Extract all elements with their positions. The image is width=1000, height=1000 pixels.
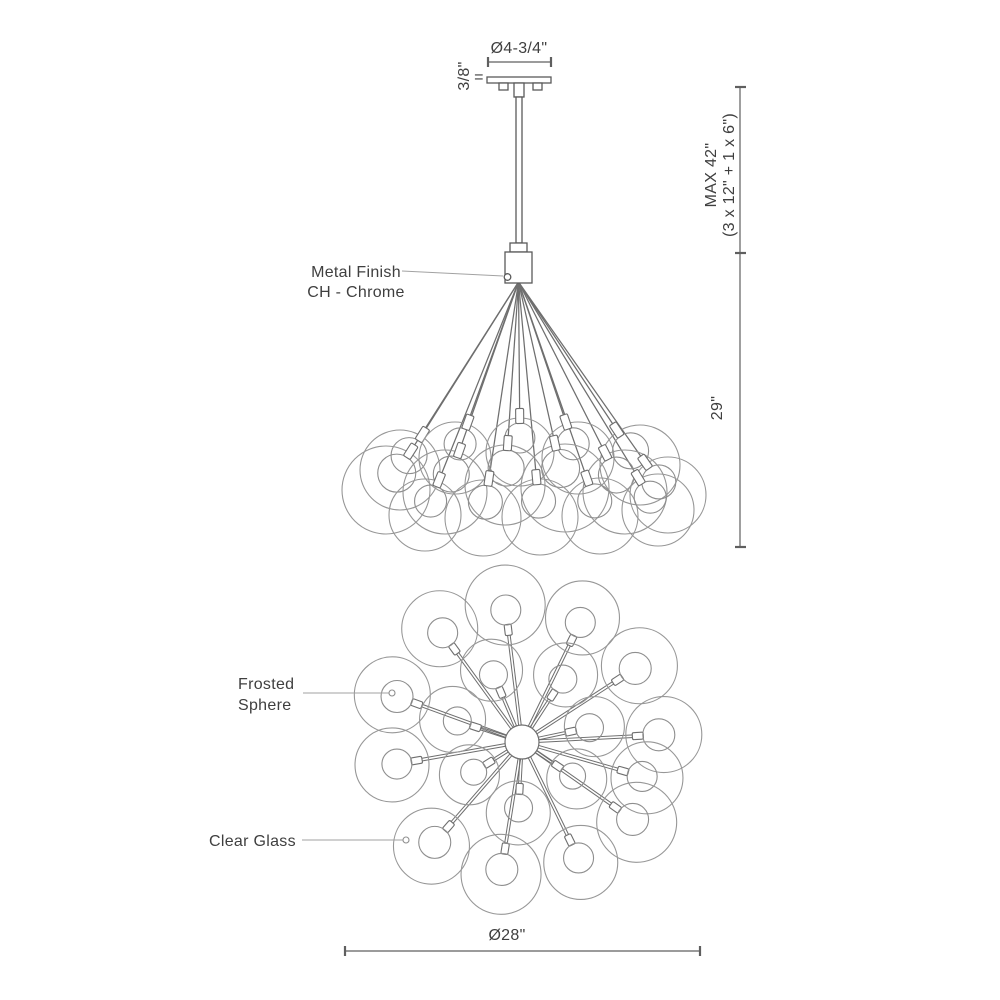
clear-glass-marker-dot [403,837,409,843]
hanging-rod [519,282,520,416]
hanging-rod [519,282,646,462]
frosted-inner-sphere [415,485,447,517]
clear-glass-globe-plan [420,686,486,752]
frosted-sphere-marker-dot [389,690,395,696]
metal-finish-marker-dot [504,274,511,281]
lamp-socket [516,783,524,794]
frosted-inner-sphere-plan [564,843,594,873]
callout-metal-finish [307,264,503,301]
lamp-socket [581,470,593,487]
hanging-rod [519,282,639,478]
frosted-inner-sphere-plan [419,826,451,858]
frosted-inner-sphere-plan [617,803,649,835]
clear-glass-globe-plan [601,628,677,704]
dim-body-height [735,253,746,547]
radial-arm [531,757,571,840]
frosted-inner-sphere [488,450,524,486]
hub-collar [510,243,527,252]
clear-glass-globe [342,446,430,534]
frosted-inner-sphere-plan [565,607,595,637]
callout-clear-glass [209,833,409,850]
lamp-socket [503,435,512,450]
frosted-sphere-label-line1: Frosted [238,676,295,693]
lamp-socket [448,642,460,655]
body-height-text: 29" [709,395,726,421]
clear-glass-globe [502,479,578,555]
lamp-socket [484,470,494,486]
lamp-socket [609,422,624,439]
clear-glass-globe-plan [534,643,598,707]
canopy-tab-left [499,83,508,90]
clear-glass-globe [562,478,638,554]
frosted-inner-sphere-plan [382,749,412,779]
lamp-socket [532,469,541,485]
lamp-socket [564,833,575,846]
max-height-breakdown-text: (3 x 12" + 1 x 6") [721,113,738,237]
max-height-text: MAX 42" [703,142,720,208]
lamp-socket [453,442,466,459]
clear-glass-globe-plan [439,745,499,805]
side-view-spheres [342,408,706,556]
canopy-thickness-tick-glyph: = [474,69,484,86]
frosted-inner-sphere-plan [491,595,521,625]
radial-arm [455,648,513,727]
lamp-socket [433,471,446,488]
frosted-inner-sphere-plan [381,681,413,713]
frosted-inner-sphere-plan [643,719,675,751]
clear-glass-globe-plan [597,782,677,862]
metal-finish-label-line1: Metal Finish [311,264,401,281]
clear-glass-globe-plan [393,808,469,884]
frosted-inner-sphere-plan [619,652,651,684]
lamp-socket [637,454,652,471]
frosted-inner-sphere-plan [486,853,518,885]
callout-frosted-sphere [238,676,395,714]
stem-mount [514,83,524,97]
clear-glass-label: Clear Glass [209,833,296,850]
clear-glass-globe [389,479,461,551]
lamp-socket [560,414,572,431]
canopy-plate [487,77,551,83]
canopy-thickness-text: 3/8" [456,61,473,91]
plan-view-hub-circle [505,725,539,759]
clear-glass-globe [630,457,706,533]
radial-arm [450,756,512,828]
down-rod [516,97,522,243]
frosted-inner-sphere [522,484,556,518]
clear-glass-globe-plan [544,825,618,899]
frosted-sphere-label-line2: Sphere [238,697,292,714]
frosted-inner-sphere-plan [505,794,533,822]
lamp-socket [632,732,643,740]
canopy-tab-right [533,83,542,90]
clear-glass-globe-plan [461,834,541,914]
frosted-inner-sphere-plan [549,665,577,693]
lamp-socket [442,820,454,833]
dim-canopy-diameter [488,57,551,67]
clear-glass-globe-plan [355,728,429,802]
frosted-inner-sphere-plan [428,618,458,648]
dim-fixture-diameter [345,946,700,956]
radial-arm [448,754,510,826]
clear-glass-globe [360,430,440,510]
fixture-diameter-text: Ø28" [488,927,526,944]
clear-glass-globe-plan [402,591,478,667]
frosted-inner-sphere-plan [479,661,507,689]
radial-arm [416,705,505,737]
canopy-diameter-text: Ø4-3/4" [490,40,548,57]
hanging-rod [519,282,617,430]
clear-glass-globe [583,450,667,534]
lamp-socket [516,408,524,423]
canopy-group [487,77,551,283]
frosted-inner-sphere-plan [461,759,487,785]
lamp-socket [462,414,475,431]
lamp-socket [501,843,510,855]
frosted-inner-sphere [542,449,580,487]
metal-finish-label-line2: CH - Chrome [307,284,405,301]
lamp-socket [504,624,512,636]
